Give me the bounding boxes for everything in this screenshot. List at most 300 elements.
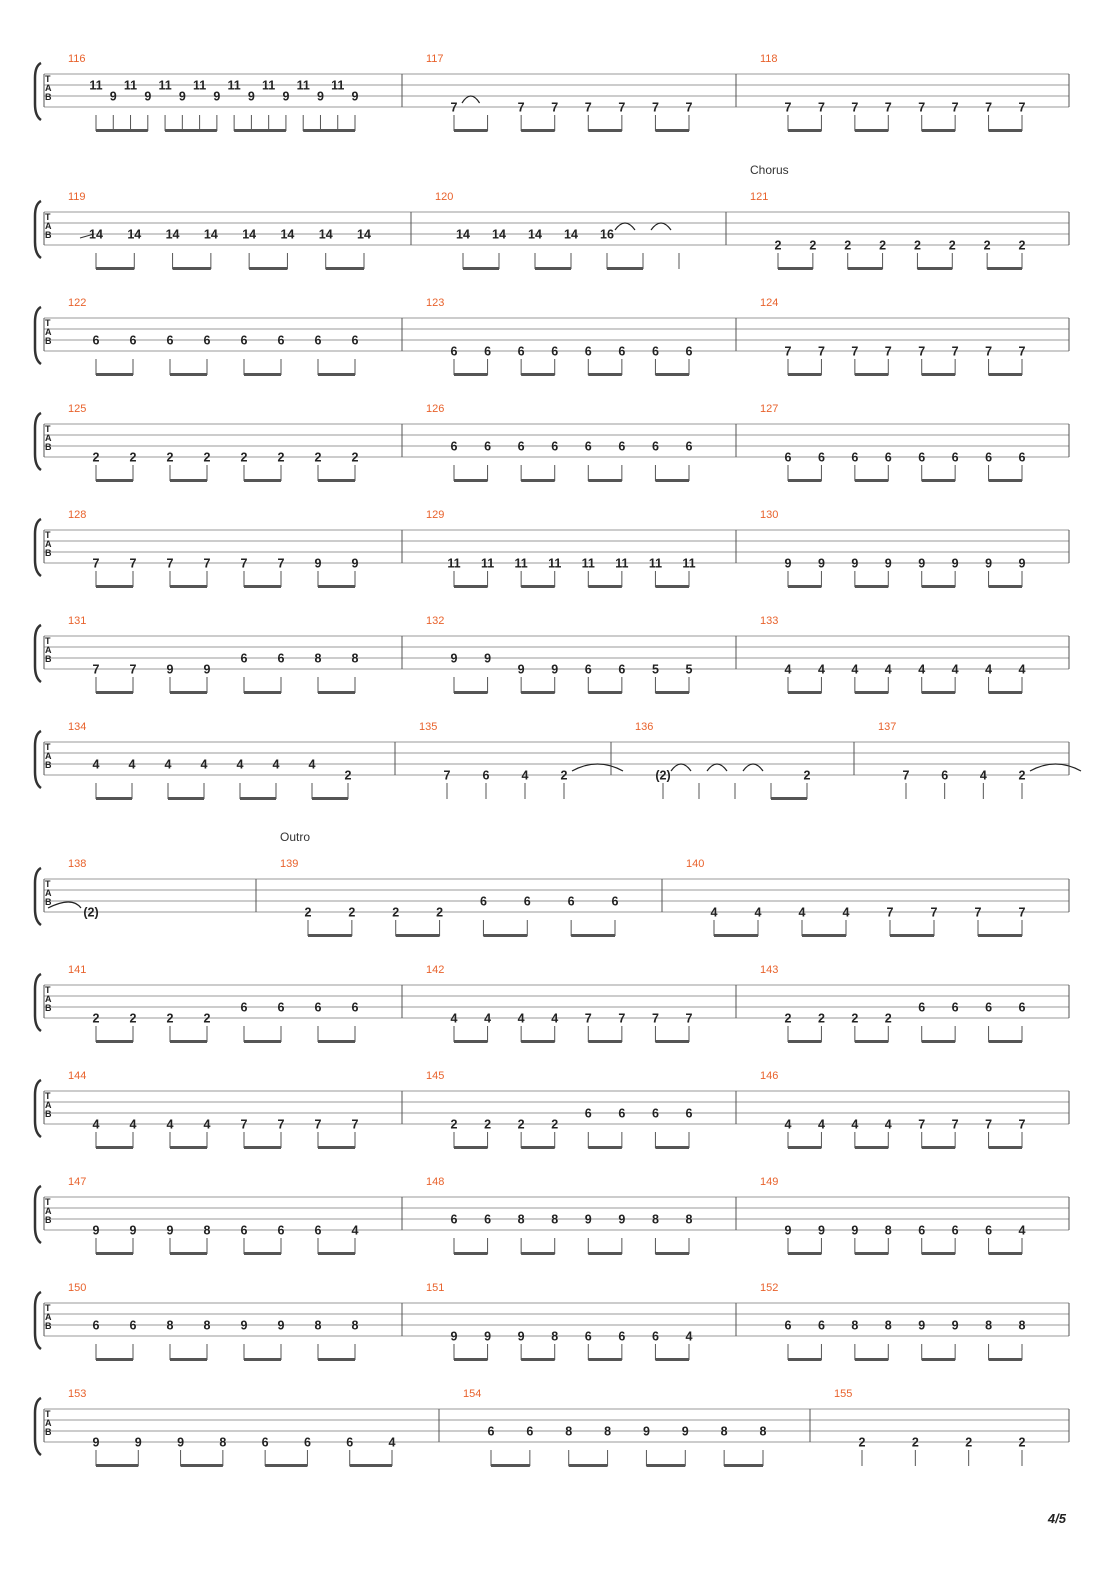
tab-fret-number: 11 <box>447 556 461 571</box>
tab-fret-number: 11 <box>648 556 663 571</box>
bar-number: 134 <box>68 721 87 733</box>
tab-fret-number: 7 <box>918 100 926 115</box>
bar-number: 144 <box>68 1070 87 1082</box>
tab-fret-number: 2 <box>517 1117 525 1132</box>
tab-fret-number: 6 <box>351 1000 359 1015</box>
tab-fret-number: 7 <box>918 344 926 359</box>
tab-clef-letter: T <box>45 1409 51 1419</box>
tab-fret-number: 7 <box>351 1117 359 1132</box>
tab-clef-letter: A <box>45 327 52 337</box>
bar-number: 121 <box>750 191 769 203</box>
tab-fret-number: 8 <box>604 1424 612 1439</box>
tab-fret-number: 7 <box>685 1011 693 1026</box>
tab-fret-number: 11 <box>682 556 696 571</box>
tab-clef-letter: T <box>45 879 51 889</box>
tab-fret-number: 7 <box>651 1011 659 1026</box>
tab-fret-number: 4 <box>884 1117 892 1132</box>
tab-fret-number: 14 <box>564 227 578 242</box>
tab-fret-number: 9 <box>277 1318 285 1333</box>
tab-fret-number: 9 <box>177 1435 185 1450</box>
tab-fret-number: 7 <box>951 1117 959 1132</box>
tab-fret-number: 6 <box>314 333 322 348</box>
tab-fret-number: 9 <box>681 1424 689 1439</box>
bar-number: 119 <box>68 191 86 203</box>
tab-fret-number: 6 <box>92 333 100 348</box>
tab-fret-number: 7 <box>517 100 525 115</box>
bar-number: 137 <box>878 721 897 733</box>
tab-fret-number: 9 <box>166 1223 174 1238</box>
tab-fret-number: 11 <box>227 78 241 93</box>
tab-fret-number: 7 <box>985 100 993 115</box>
system-brace <box>35 1292 41 1349</box>
tab-clef-letter: T <box>45 530 51 540</box>
tab-fret-number: 6 <box>918 1223 926 1238</box>
tab-fret-number: 2 <box>484 1117 492 1132</box>
tab-fret-number: 4 <box>918 662 926 677</box>
tab-fret-number: 6 <box>985 1223 993 1238</box>
bar-number: 153 <box>68 1388 87 1400</box>
bar-number: 118 <box>760 53 778 65</box>
bar-number: 131 <box>68 615 87 627</box>
tab-fret-number: 6 <box>618 439 626 454</box>
tab-fret-number: 8 <box>651 1212 659 1227</box>
tab-fret-number: 6 <box>450 439 458 454</box>
tab-fret-number: 6 <box>611 894 619 909</box>
tab-fret-number: 9 <box>851 556 859 571</box>
tab-fret-number: 2 <box>392 905 400 920</box>
tab-fret-number: 6 <box>261 1435 269 1450</box>
tab-fret-number: 7 <box>203 556 211 571</box>
tab-fret-number: 6 <box>651 1106 659 1121</box>
tab-fret-number: 4 <box>92 757 100 772</box>
tab-clef-letter: A <box>45 433 52 443</box>
tab-fret-number: 4 <box>203 1117 211 1132</box>
tab-fret-number: 4 <box>710 905 718 920</box>
tab-fret-number: 2 <box>948 238 956 253</box>
tab-fret-number: 6 <box>240 1223 248 1238</box>
tab-fret-number: 4 <box>521 768 529 783</box>
tab-fret-number: 8 <box>565 1424 573 1439</box>
tab-fret-number: 6 <box>484 1212 492 1227</box>
bar-number: 149 <box>760 1176 779 1188</box>
tie-arc <box>615 223 635 230</box>
tab-fret-number: 4 <box>200 757 208 772</box>
tab-fret-number: 9 <box>144 89 152 104</box>
tab-fret-number: 6 <box>951 450 959 465</box>
tab-fret-number: 9 <box>351 556 359 571</box>
tab-fret-number: 6 <box>884 450 892 465</box>
tab-fret-number: 9 <box>92 1223 100 1238</box>
tab-fret-number: 2 <box>560 768 568 783</box>
tab-fret-number: 9 <box>1018 556 1026 571</box>
tab-fret-number: 6 <box>1018 450 1026 465</box>
tab-clef-letter: A <box>45 539 52 549</box>
tab-fret-number: 6 <box>92 1318 100 1333</box>
tab-fret-number: 9 <box>918 556 926 571</box>
page-number: 4/5 <box>1047 1511 1066 1526</box>
tab-fret-number: 6 <box>526 1424 534 1439</box>
tab-fret-number: 7 <box>985 1117 993 1132</box>
tie-arc <box>651 223 671 230</box>
tab-fret-number: 7 <box>651 100 659 115</box>
system-brace <box>35 868 41 925</box>
tab-fret-number: 7 <box>886 905 894 920</box>
tab-fret-number: 9 <box>240 1318 248 1333</box>
tab-fret-number: 7 <box>618 100 626 115</box>
tab-fret-number: 7 <box>314 1117 322 1132</box>
tab-fret-number: 4 <box>979 768 987 783</box>
tie-arc <box>707 764 727 771</box>
tab-clef-letter: T <box>45 1303 51 1313</box>
bar-number: 150 <box>68 1282 87 1294</box>
tab-fret-number: 2 <box>436 905 444 920</box>
tab-fret-number: 6 <box>651 344 659 359</box>
tab-fret-number: 11 <box>123 78 138 93</box>
tab-fret-number: 4 <box>272 757 280 772</box>
tab-fret-number: 6 <box>618 662 626 677</box>
tab-fret-number: 4 <box>784 1117 792 1132</box>
tab-fret-number: 4 <box>1018 662 1026 677</box>
tab-clef-letter: T <box>45 318 51 328</box>
tab-fret-number: 2 <box>344 768 352 783</box>
tab-fret-number: 4 <box>517 1011 525 1026</box>
tab-clef-letter: B <box>45 760 52 770</box>
tab-fret-number: 7 <box>884 100 892 115</box>
tab-fret-number: 9 <box>918 1318 926 1333</box>
tab-clef-letter: A <box>45 221 52 231</box>
tab-fret-number: 9 <box>517 662 525 677</box>
tab-fret-number: 6 <box>651 1329 659 1344</box>
system-brace <box>35 519 41 576</box>
tab-clef-letter: A <box>45 1312 52 1322</box>
tab-fret-number: 9 <box>951 1318 959 1333</box>
tab-fret-number: 6 <box>985 450 993 465</box>
tab-fret-number: 7 <box>618 1011 626 1026</box>
tab-fret-number: 6 <box>450 344 458 359</box>
tab-fret-number: 6 <box>584 662 592 677</box>
tab-fret-number: 6 <box>551 344 559 359</box>
tab-fret-number: 2 <box>784 1011 792 1026</box>
tab-fret-number: 6 <box>129 1318 137 1333</box>
tab-fret-number: 6 <box>277 333 285 348</box>
bar-number: 133 <box>760 615 779 627</box>
bar-number: 129 <box>426 509 445 521</box>
tab-fret-number: 7 <box>817 100 825 115</box>
tab-fret-number: 8 <box>314 651 322 666</box>
tab-fret-number: 6 <box>784 1318 792 1333</box>
tab-fret-number: 6 <box>584 439 592 454</box>
tab-fret-number: 9 <box>484 1329 492 1344</box>
tab-clef-letter: B <box>45 1215 52 1225</box>
tab-fret-number: 6 <box>985 1000 993 1015</box>
tab-fret-number: 2 <box>304 905 312 920</box>
tab-fret-number: 9 <box>316 89 324 104</box>
tie-arc <box>1030 764 1081 771</box>
tab-fret-number: 6 <box>314 1223 322 1238</box>
tab-fret-number: 6 <box>618 1106 626 1121</box>
tab-fret-number: (2) <box>655 768 671 783</box>
tab-fret-number: 6 <box>517 344 525 359</box>
tab-fret-number: 7 <box>951 344 959 359</box>
tab-clef-letter: T <box>45 1091 51 1101</box>
tab-fret-number: 9 <box>784 556 792 571</box>
tab-fret-number: 6 <box>651 439 659 454</box>
tab-fret-number: 4 <box>551 1011 559 1026</box>
tab-fret-number: 4 <box>951 662 959 677</box>
bar-number: 126 <box>426 403 445 415</box>
tab-fret-number: 7 <box>277 1117 285 1132</box>
tab-fret-number: 6 <box>487 1424 495 1439</box>
tab-fret-number: 4 <box>450 1011 458 1026</box>
tab-clef-letter: T <box>45 742 51 752</box>
tab-fret-number: 2 <box>851 1011 859 1026</box>
tab-fret-number: 8 <box>219 1435 227 1450</box>
tab-fret-number: 11 <box>548 556 562 571</box>
system-brace <box>35 974 41 1031</box>
tab-fret-number: 7 <box>951 100 959 115</box>
tab-fret-number: 6 <box>277 1000 285 1015</box>
tab-fret-number: 4 <box>388 1435 396 1450</box>
tab-fret-number: 6 <box>314 1000 322 1015</box>
tab-fret-number: 6 <box>484 344 492 359</box>
tab-fret-number: 9 <box>450 1329 458 1344</box>
bar-number: 123 <box>426 297 445 309</box>
tab-fret-number: 2 <box>129 450 137 465</box>
tab-fret-number: 2 <box>879 238 887 253</box>
tab-fret-number: 4 <box>128 757 136 772</box>
tab-fret-number: 7 <box>450 100 458 115</box>
tab-fret-number: 2 <box>203 1011 211 1026</box>
tab-fret-number: 11 <box>615 556 629 571</box>
tab-fret-number: 9 <box>584 1212 592 1227</box>
bar-number: 116 <box>68 53 86 65</box>
tab-fret-number: 9 <box>109 89 117 104</box>
tab-fret-number: 7 <box>92 556 100 571</box>
tab-fret-number: 11 <box>262 78 276 93</box>
tab-fret-number: 6 <box>303 1435 311 1450</box>
tab-clef-letter: T <box>45 74 51 84</box>
bar-number: 145 <box>426 1070 445 1082</box>
tab-fret-number: 7 <box>240 1117 248 1132</box>
tab-fret-number: 14 <box>89 227 103 242</box>
tab-clef-letter: B <box>45 336 52 346</box>
tab-fret-number: 6 <box>346 1435 354 1450</box>
tab-fret-number: 4 <box>164 757 172 772</box>
tab-fret-number: 6 <box>240 333 248 348</box>
tab-fret-number: 6 <box>240 1000 248 1015</box>
tab-fret-number: 2 <box>92 1011 100 1026</box>
tab-fret-number: 2 <box>277 450 285 465</box>
bar-number: 139 <box>280 858 299 870</box>
bar-number: 125 <box>68 403 87 415</box>
tab-fret-number: 8 <box>884 1318 892 1333</box>
tab-fret-number: 9 <box>817 556 825 571</box>
tab-fret-number: 7 <box>1018 905 1026 920</box>
tab-fret-number: 4 <box>851 662 859 677</box>
tab-fret-number: 14 <box>456 227 470 242</box>
tab-fret-number: 8 <box>1018 1318 1026 1333</box>
tab-clef-letter: B <box>45 1427 52 1437</box>
tab-fret-number: 11 <box>581 556 595 571</box>
system-brace <box>35 413 41 470</box>
tab-fret-number: 2 <box>351 450 359 465</box>
tab-fret-number: 14 <box>127 227 142 242</box>
bar-number: 152 <box>760 1282 779 1294</box>
tab-fret-number: 6 <box>584 1106 592 1121</box>
bar-number: 154 <box>463 1388 482 1400</box>
tab-fret-number: 6 <box>479 894 487 909</box>
tab-fret-number: 9 <box>985 556 993 571</box>
bar-number: 142 <box>426 964 445 976</box>
system-brace <box>35 1080 41 1137</box>
tie-arc <box>48 902 81 908</box>
tab-fret-number: 6 <box>351 333 359 348</box>
tab-fret-number: 6 <box>1018 1000 1026 1015</box>
tab-clef-letter: T <box>45 1197 51 1207</box>
tab-fret-number: 6 <box>166 333 174 348</box>
tab-fret-number: 9 <box>134 1435 142 1450</box>
tab-clef-letter: A <box>45 888 52 898</box>
tab-fret-number: 7 <box>584 100 592 115</box>
tab-fret-number: 4 <box>985 662 993 677</box>
tab-fret-number: 7 <box>902 768 910 783</box>
tab-fret-number: 7 <box>918 1117 926 1132</box>
tab-fret-number: 2 <box>166 450 174 465</box>
tab-fret-number: 4 <box>92 1117 100 1132</box>
tab-fret-number: 6 <box>203 333 211 348</box>
tab-fret-number: 2 <box>1018 1435 1026 1450</box>
tab-clef-letter: B <box>45 1321 52 1331</box>
system-brace <box>35 63 41 120</box>
tab-fret-number: 6 <box>817 1318 825 1333</box>
tab-fret-number: 9 <box>129 1223 137 1238</box>
tab-clef-letter: T <box>45 985 51 995</box>
tab-fret-number: 14 <box>357 227 371 242</box>
bar-number: 151 <box>426 1282 445 1294</box>
tab-fret-number: 11 <box>331 78 345 93</box>
tab-fret-number: 9 <box>951 556 959 571</box>
tab-fret-number: 6 <box>551 439 559 454</box>
tab-fret-number: 7 <box>1018 1117 1026 1132</box>
tab-fret-number: 8 <box>551 1212 559 1227</box>
bar-number: 141 <box>68 964 87 976</box>
tab-fret-number: 8 <box>203 1223 211 1238</box>
tab-fret-number: 2 <box>129 1011 137 1026</box>
bar-number: 147 <box>68 1176 87 1188</box>
tab-fret-number: 6 <box>918 450 926 465</box>
tab-fret-number: 9 <box>314 556 322 571</box>
tab-fret-number: 4 <box>798 905 806 920</box>
tab-fret-number: 2 <box>551 1117 559 1132</box>
tab-fret-number: 6 <box>685 1106 693 1121</box>
tab-fret-number: 2 <box>884 1011 892 1026</box>
tab-fret-number: 2 <box>983 238 991 253</box>
tab-fret-number: 7 <box>129 662 137 677</box>
tab-fret-number: 2 <box>817 1011 825 1026</box>
system-brace <box>35 1398 41 1455</box>
tab-fret-number: 5 <box>685 662 693 677</box>
tab-fret-number: 9 <box>642 1424 650 1439</box>
tab-fret-number: 4 <box>842 905 850 920</box>
tab-fret-number: 9 <box>484 651 492 666</box>
tab-clef-letter: B <box>45 654 52 664</box>
tab-fret-number: 9 <box>851 1223 859 1238</box>
tab-fret-number: 6 <box>951 1000 959 1015</box>
tab-fret-number: 8 <box>166 1318 174 1333</box>
bar-number: 130 <box>760 509 779 521</box>
tab-fret-number: 2 <box>965 1435 973 1450</box>
tab-fret-number: 5 <box>651 662 659 677</box>
tab-fret-number: 2 <box>913 238 921 253</box>
tab-fret-number: 7 <box>551 100 559 115</box>
tab-fret-number: 2 <box>803 768 811 783</box>
bar-number: 124 <box>760 297 779 309</box>
tab-fret-number: 4 <box>851 1117 859 1132</box>
tie-arc <box>462 96 480 103</box>
tie-arc <box>671 764 691 771</box>
system-brace <box>35 731 41 788</box>
tab-fret-number: 8 <box>203 1318 211 1333</box>
tab-fret-number: 9 <box>618 1212 626 1227</box>
tab-fret-number: 7 <box>784 344 792 359</box>
tab-fret-number: 7 <box>277 556 285 571</box>
tab-fret-number: 4 <box>784 662 792 677</box>
tab-fret-number: 2 <box>203 450 211 465</box>
tab-fret-number: 9 <box>450 651 458 666</box>
system-brace <box>35 201 41 258</box>
bar-number: 132 <box>426 615 445 627</box>
tab-fret-number: 4 <box>129 1117 137 1132</box>
tab-fret-number: 7 <box>784 100 792 115</box>
tab-clef-letter: B <box>45 548 52 558</box>
tie-arc <box>743 764 763 771</box>
tab-clef-letter: A <box>45 1100 52 1110</box>
system-brace <box>35 625 41 682</box>
tab-fret-number: 4 <box>754 905 762 920</box>
tab-fret-number: 14 <box>318 227 333 242</box>
tab-fret-number: 2 <box>348 905 356 920</box>
tab-clef-letter: A <box>45 994 52 1004</box>
tab-clef-letter: A <box>45 751 52 761</box>
bar-number: 143 <box>760 964 779 976</box>
tab-fret-number: 2 <box>450 1117 458 1132</box>
tab-fret-number: 7 <box>817 344 825 359</box>
tab-fret-number: 4 <box>817 662 825 677</box>
tab-fret-number: 14 <box>492 227 506 242</box>
bar-number: 138 <box>68 858 87 870</box>
tab-fret-number: 8 <box>851 1318 859 1333</box>
tab-fret-number: 6 <box>129 333 137 348</box>
tab-fret-number: 7 <box>884 344 892 359</box>
tie-arc <box>572 764 623 771</box>
tab-fret-number: 7 <box>851 100 859 115</box>
tab-fret-number: 6 <box>685 344 693 359</box>
tab-fret-number: 2 <box>844 238 852 253</box>
tab-fret-number: 14 <box>528 227 542 242</box>
tab-fret-number: 4 <box>1018 1223 1026 1238</box>
tab-fret-number: 6 <box>618 344 626 359</box>
tab-fret-number: 6 <box>484 439 492 454</box>
tab-fret-number: 11 <box>296 78 310 93</box>
tab-fret-number: 6 <box>918 1000 926 1015</box>
bar-number: 128 <box>68 509 87 521</box>
tab-fret-number: 7 <box>1018 344 1026 359</box>
tab-fret-number: 6 <box>584 344 592 359</box>
tab-fret-number: 4 <box>308 757 316 772</box>
tab-fret-number: 6 <box>450 1212 458 1227</box>
tab-fret-number: 16 <box>600 227 614 242</box>
bar-number: 120 <box>435 191 454 203</box>
